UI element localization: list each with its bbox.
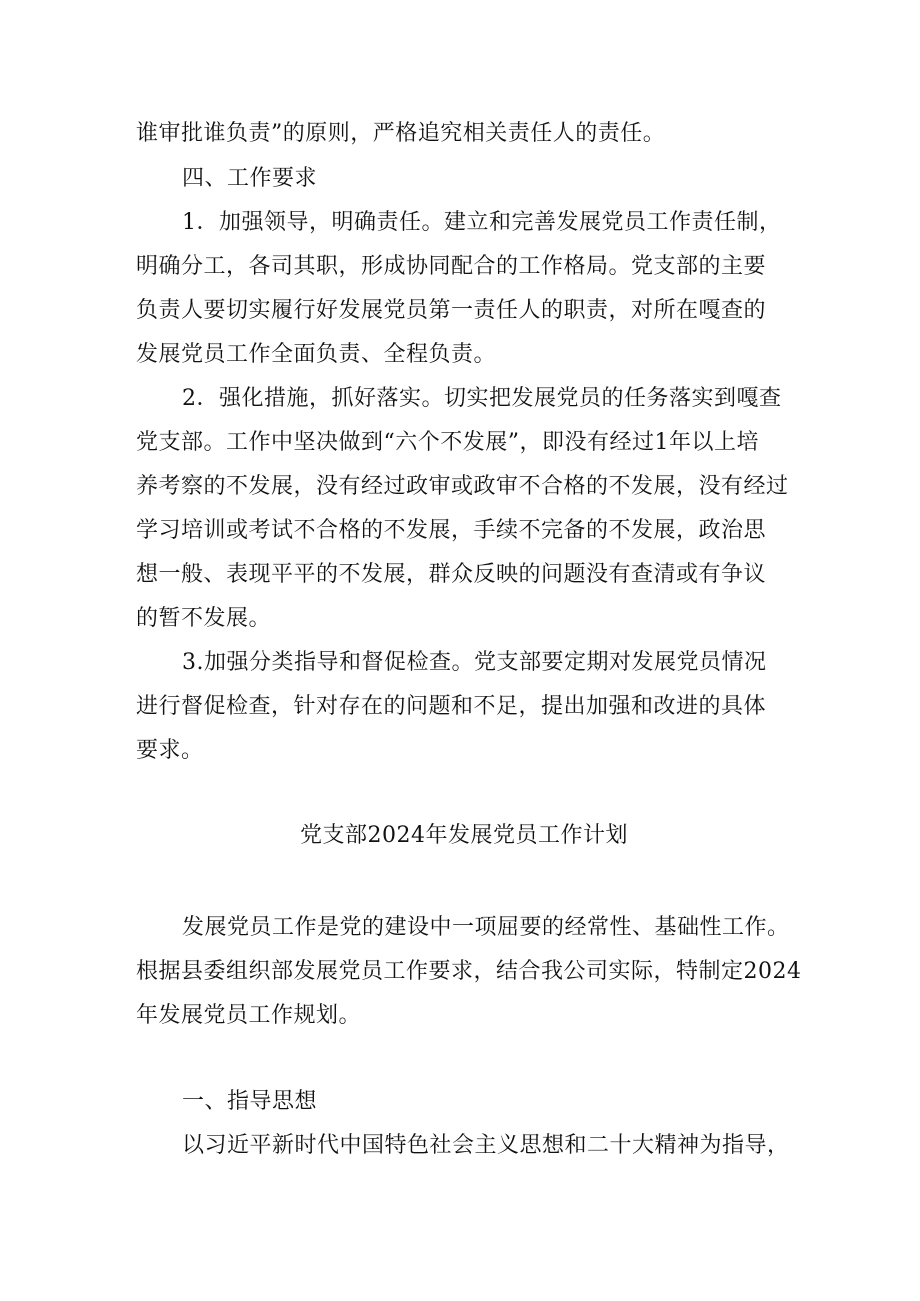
paragraph-line: 年发展党员工作规划。 bbox=[136, 1003, 362, 1028]
paragraph-line: 养考察的不发展，没有经过政审或政审不合格的不发展，没有经过 bbox=[136, 474, 789, 499]
paragraph-line: 学习培训或考试不合格的不发展，手续不完备的不发展，政治思 bbox=[136, 518, 767, 543]
paragraph-line: 进行督促检查，针对存在的问题和不足，提出加强和改进的具体 bbox=[136, 694, 767, 719]
section-heading: 一、指导思想 bbox=[182, 1089, 318, 1114]
paragraph-line: 要求。 bbox=[136, 738, 204, 763]
paragraph-line: 党支部。工作中坚决做到“六个不发展”，即没有经过1年以上培 bbox=[136, 430, 759, 455]
section-heading: 四、工作要求 bbox=[182, 166, 318, 191]
paragraph-line: 负责人要切实履行好发展党员第一责任人的职责，对所在嘎查的 bbox=[136, 298, 767, 323]
paragraph-line: 发展党员工作是党的建设中一项屈要的经常性、基础性工作。 bbox=[182, 915, 790, 940]
paragraph-line: 3.加强分类指导和督促检查。党支部要定期对发展党员情况 bbox=[182, 650, 767, 675]
paragraph-line: 以习近平新时代中国特色社会主义思想和二十大精神为指导， bbox=[182, 1133, 790, 1158]
paragraph-line: 根据县委组织部发展党员工作要求，结合我公司实际，特制定2024 bbox=[136, 959, 802, 984]
paragraph-line: 谁审批谁负责”的原则，严格追究相关责任人的责任。 bbox=[136, 121, 666, 146]
paragraph-line: 1．加强领导，明确责任。建立和完善发展党员工作责任制， bbox=[182, 210, 782, 235]
paragraph-line: 2．强化措施，抓好落实。切实把发展党员的任务落实到嘎查 bbox=[182, 386, 782, 411]
document-title: 党支部2024年发展党员工作计划 bbox=[300, 823, 628, 848]
paragraph-line: 想一般、表现平平的不发展，群众反映的问题没有查清或有争议 bbox=[136, 562, 767, 587]
paragraph-line: 发展党员工作全面负责、全程负责。 bbox=[136, 342, 497, 367]
paragraph-line: 明确分工，各司其职，形成协同配合的工作格局。党支部的主要 bbox=[136, 254, 767, 279]
paragraph-line: 的暂不发展。 bbox=[136, 606, 272, 631]
